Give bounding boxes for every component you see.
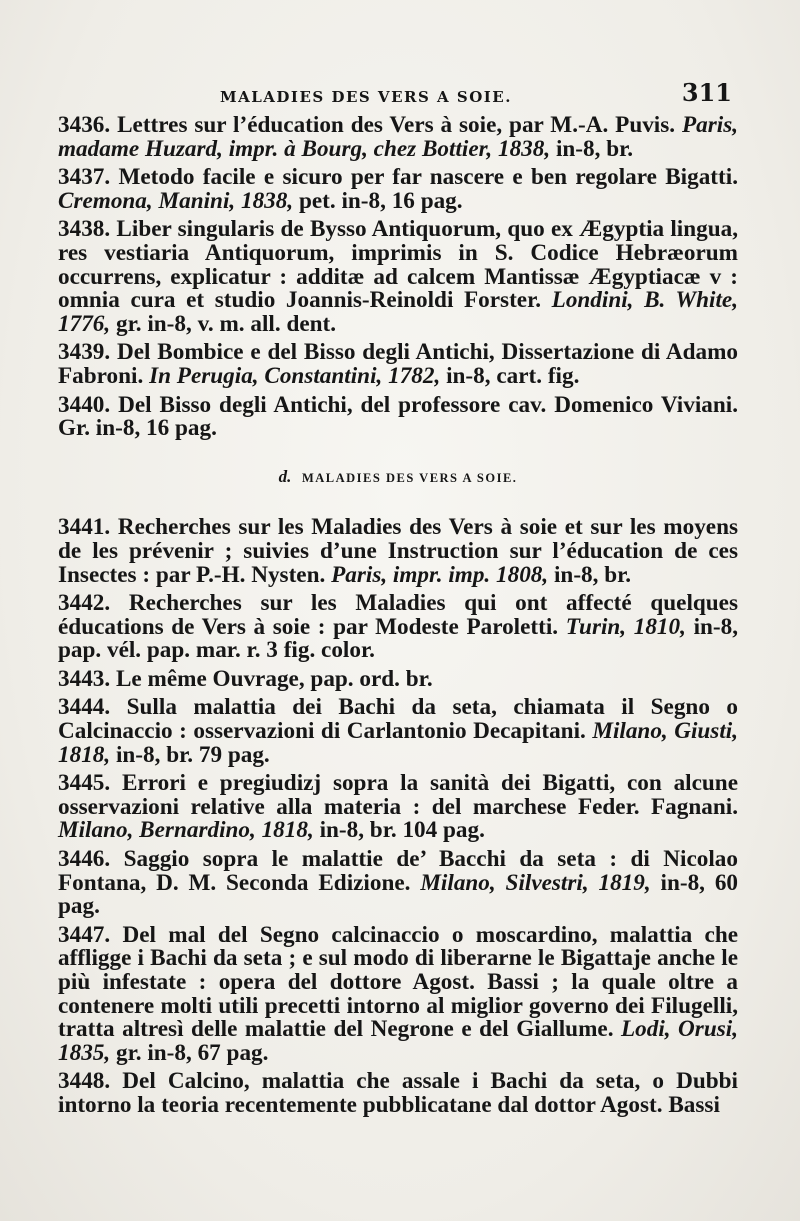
- entry-imprint: Milano, Silvestri, 1819,: [420, 869, 651, 896]
- page-number: 311: [681, 78, 732, 107]
- entry-title: Saggio sopra le malattie de’ Bacchi da seta : di Nicolao Fontana, D. M. Seconda Edizione.: [58, 846, 738, 896]
- catalogue-entry: [58, 341, 738, 388]
- entry-imprint: Lodi, Orusi, 1835,: [58, 1016, 738, 1066]
- entries-list-before: [58, 114, 738, 441]
- catalogue-entry: [58, 114, 738, 161]
- catalogue-entry: [58, 921, 739, 1066]
- entry-imprint: Turin, 1810,: [565, 613, 686, 640]
- entry-title: Errori e pregiudizj sopra la sanità dei Bigatti, con alcune osservazioni relative alla materia : del marchese Feder. Fagnani.: [58, 770, 738, 820]
- entry-number: 3443.: [58, 665, 111, 692]
- catalogue-entry: [58, 848, 738, 919]
- entry-title: Metodo facile e sicuro per far nascere e ben regolare Bigatti.: [118, 164, 738, 191]
- entry-title: Sulla malattia dei Bachi da seta, chiamata il Segno o Calcinaccio : osservazioni di Carlantonio Decapitani.: [58, 694, 738, 745]
- entry-title: Recherches sur les Maladies qui ont affecté quelques éducations de Vers à soie : par Modeste Paroletti.: [58, 590, 738, 640]
- catalogue-entry: [58, 166, 738, 213]
- entry-imprint: Londini, B. White, 1776,: [58, 287, 739, 337]
- entry-number: 3436.: [58, 112, 111, 138]
- entry-number: 3448.: [58, 1068, 111, 1095]
- entry-collation: in-8, 60 pag.: [58, 869, 739, 920]
- entry-collation: Gr. in-8, 16 pag.: [58, 415, 217, 442]
- entry-title: Liber singularis de Bysso Antiquorum, quo ex Ægyptia lingua, res vestiaria Antiquorum, imprimis in S. Codice Hebræorum occurrens, explicatur : additæ ad calcem Mantissæ Ægyptiacæ v : omnia cura et studio Joannis-Reinoldi Forster.: [58, 216, 739, 314]
- entry-collation: in-8, br. 79 pag.: [115, 741, 270, 768]
- entry-collation: in-8, br. 104 pag.: [319, 817, 485, 844]
- catalogue-entry: [58, 592, 738, 663]
- entry-collation: in-8, br.: [555, 135, 634, 162]
- catalogue-entry: [58, 696, 738, 767]
- entry-number: 3439.: [58, 339, 111, 366]
- entry-collation: pet. in-8, 16 pag.: [298, 187, 463, 214]
- entry-imprint: Milano, Bernardino, 1818,: [58, 817, 314, 844]
- entry-title: Recherches sur les Maladies des Vers à soie et sur les moyens de les prévenir ; suivies d’une Instruction sur l’éducation de ces Insectes : par P.-H. Nysten.: [58, 514, 738, 588]
- section-letter: d.: [278, 466, 292, 486]
- catalogue-entry: [58, 218, 738, 336]
- entry-title: Le même Ouvrage, pap. ord. br.: [115, 665, 433, 692]
- entry-imprint: In Perugia, Constantini, 1782,: [149, 362, 441, 389]
- catalogue-entry: [58, 1070, 738, 1117]
- section-heading: [58, 465, 738, 491]
- entry-title: Lettres sur l’éducation des Vers à soie, par M.-A. Puvis.: [117, 112, 676, 138]
- entry-collation: gr. in-8, v. m. all. dent.: [115, 310, 337, 337]
- entry-imprint: Paris, impr. imp. 1808,: [331, 561, 549, 588]
- entry-number: 3438.: [58, 216, 111, 243]
- entry-imprint: Milano, Giusti, 1818,: [58, 718, 739, 768]
- catalogue-text: [58, 114, 738, 1123]
- catalogue-entry: [58, 516, 738, 587]
- entry-title: Del Calcino, malattia che assale i Bachi da seta, o Dubbi intorno la teoria recentemente pubblicatane dal dottor Agost. Bassi: [58, 1068, 739, 1118]
- catalogue-entry: [58, 772, 738, 843]
- entry-collation: in-8, pap. vél. pap. mar. r. 3 fig. color.: [58, 613, 739, 664]
- entries-list-after: [58, 516, 738, 1117]
- entry-number: 3437.: [58, 164, 111, 191]
- entry-collation: in-8, cart. fig.: [446, 362, 580, 389]
- catalogue-entry: [58, 665, 738, 692]
- section-title: MALADIES DES VERS A SOIE.: [301, 470, 518, 485]
- catalogue-entry: [58, 391, 739, 442]
- entry-number: 3441.: [58, 514, 111, 541]
- entry-number: 3440.: [58, 391, 111, 418]
- entry-number: 3444.: [58, 694, 111, 721]
- entry-imprint: Cremona, Manini, 1838,: [58, 187, 294, 214]
- entry-collation: in-8, br.: [553, 561, 632, 588]
- entry-number: 3446.: [58, 846, 111, 873]
- entry-number: 3447.: [58, 921, 111, 948]
- entry-title: Del mal del Segno calcinaccio o moscardino, malattia che affligge i Bachi da seta ; e sul modo di liberarne le Bigattaje anche le più infestate : opera del dottore Agost. Bassi ; la quale oltre a contenere molti utili precetti intorno al miglior governo dei Filugelli, tratta altresì delle malattie del Negrone e del Giallume.: [58, 921, 739, 1043]
- entry-imprint: Paris, madame Huzard, impr. à Bourg, chez Bottier, 1838,: [58, 112, 739, 162]
- entry-collation: gr. in-8, 67 pag.: [115, 1039, 269, 1066]
- entry-title: Del Bombice e del Bisso degli Antichi, Dissertazione di Adamo Fabroni.: [58, 339, 738, 389]
- entry-number: 3442.: [58, 590, 111, 617]
- page-header: [60, 76, 760, 112]
- entry-number: 3445.: [58, 770, 111, 797]
- entry-title: Del Bisso degli Antichi, del professore cav. Domenico Viviani.: [118, 391, 739, 418]
- running-title: MALADIES DES VERS A SOIE.: [220, 88, 512, 106]
